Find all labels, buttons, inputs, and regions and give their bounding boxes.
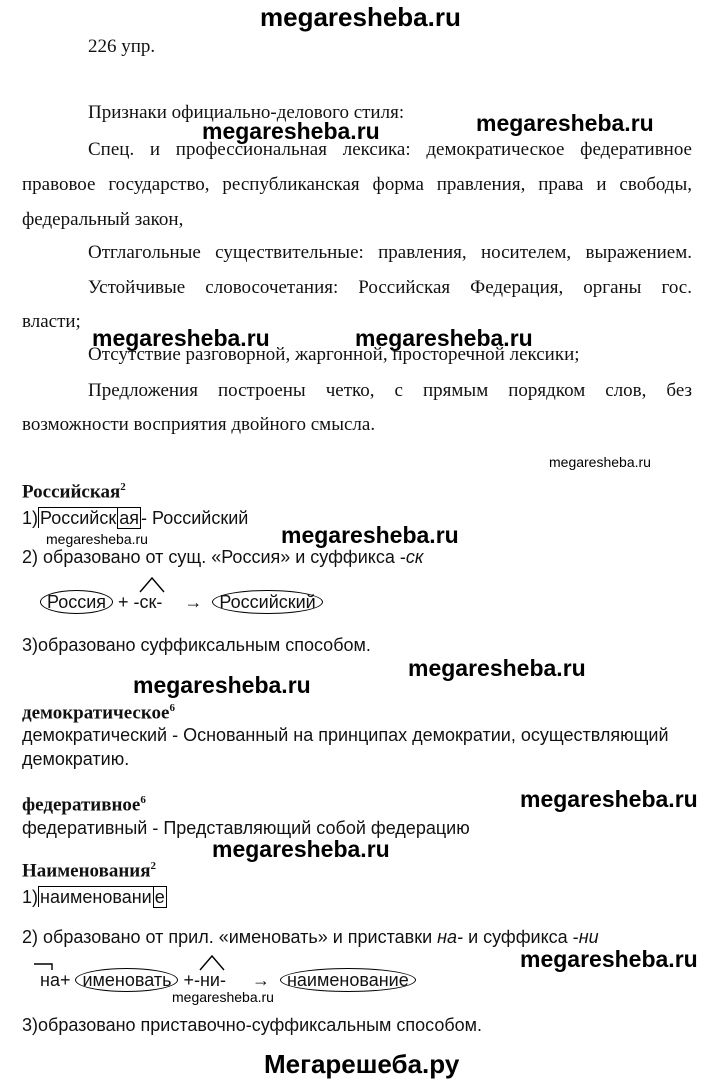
watermark: megaresheba.ru: [133, 672, 311, 698]
root-oval: именовать: [75, 968, 178, 992]
watermark: megaresheba.ru: [212, 836, 390, 862]
word-heading: федеративное$^6$: [22, 794, 146, 816]
formation-line: 2) образовано от сущ. «Россия» и суффикса -ск: [22, 547, 424, 567]
result-oval: Российский: [212, 590, 322, 614]
word-heading: Наименования$^2$: [22, 860, 157, 882]
watermark-small: megaresheba.ru: [172, 989, 274, 1005]
watermark: megaresheba.ru: [202, 118, 380, 144]
ending-box: ая: [119, 508, 139, 528]
features-title: Признаки официально-делового стиля:: [88, 102, 405, 123]
exercise-number: 226 упр.: [88, 36, 156, 57]
suffix-mark: ни: [200, 970, 220, 990]
formation-line: 2) образовано от прил. «именовать» и приставки на- и суффикса -ни: [22, 927, 599, 947]
feature-paragraph-line: Предложения построены четко, с прямым порядком слов, без: [88, 380, 692, 401]
watermark: megaresheba.ru: [92, 325, 270, 351]
stem-bracket: наименовани: [40, 887, 152, 907]
arrow-icon: →: [251, 970, 270, 990]
watermark-small: megaresheba.ru: [549, 454, 651, 470]
arrow-icon: →: [184, 592, 203, 612]
ending-box: е: [154, 887, 165, 907]
feature-paragraph-line: правовое государство, республиканская форма правления, права и свободы,: [22, 174, 692, 195]
method-line: 3)образовано суффиксальным способом.: [22, 635, 371, 655]
method-line: 3)образовано приставочно-суффиксальным способом.: [22, 1015, 483, 1035]
feature-paragraph-line: федеральный закон,: [22, 209, 184, 230]
feature-paragraph: Отсутствие разговорной, жаргонной, просторечной лексики;: [88, 344, 580, 365]
definition-line: демократический - Основанный на принципах демократии, осуществляющий: [22, 725, 669, 745]
feature-paragraph-line: Спец. и профессиональная лексика: демократическое федеративное: [88, 139, 692, 160]
watermark: megaresheba.ru: [355, 325, 533, 351]
suffix-mark: ск: [140, 592, 157, 612]
watermark: megaresheba.ru: [520, 786, 698, 812]
word-heading: Российская$^2$: [22, 481, 126, 503]
watermark: megaresheba.ru: [408, 655, 586, 681]
feature-paragraph: Отглагольные существительные: правления, носителем, выражением.: [88, 242, 692, 263]
morpheme-line: 1) Российск ая - Российский: [22, 508, 249, 528]
feature-paragraph-line: Устойчивые словосочетания: Российская Федерация, органы гос.: [88, 277, 692, 298]
watermark: megaresheba.ru: [520, 946, 698, 972]
feature-paragraph-line: возможности восприятия двойного смысла.: [22, 414, 376, 435]
top-watermark: megaresheba.ru: [260, 2, 461, 32]
watermark-small: megaresheba.ru: [46, 531, 148, 547]
morpheme-line: 1) наименовани е: [22, 887, 165, 907]
feature-paragraph-line: власти;: [22, 311, 81, 332]
prefix-mark: на: [40, 970, 60, 990]
bottom-watermark: Мегарешеба.ру: [264, 1049, 460, 1079]
formation-scheme: на+ именовать +- ни- → наименование: [40, 970, 416, 991]
result-oval: наименование: [280, 968, 416, 992]
stem-bracket: Российск: [40, 508, 117, 528]
watermark: megaresheba.ru: [281, 522, 459, 548]
word-heading: демократическое$^6$: [22, 702, 175, 724]
formation-scheme: Россия + - ск- → Российский: [40, 592, 323, 613]
watermark: megaresheba.ru: [476, 110, 654, 136]
root-oval: Россия: [40, 590, 113, 614]
definition-line: федеративный - Представляющий собой федерацию: [22, 818, 470, 838]
definition-line: демократию.: [22, 749, 130, 769]
